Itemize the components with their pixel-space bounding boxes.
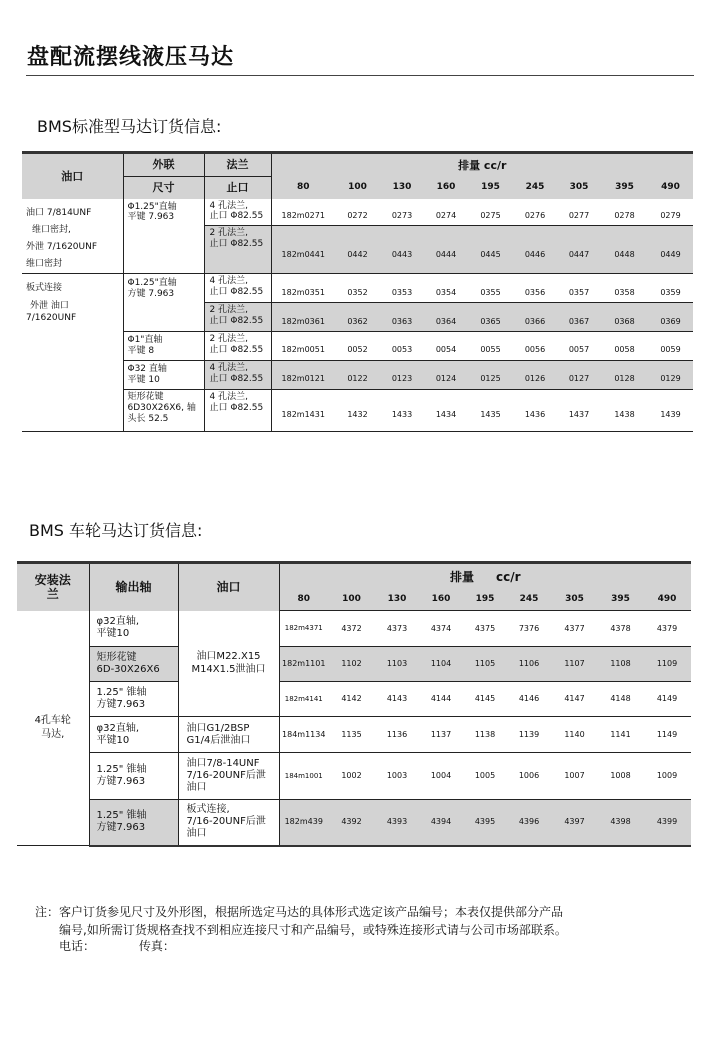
code-cell: 1135: [328, 717, 375, 753]
code-cell: 0129: [648, 361, 693, 390]
code-cell: 4395: [463, 800, 507, 846]
port-line: 7/16-20UNF后泄: [186, 816, 266, 828]
code-cell: 182m4141: [279, 682, 328, 717]
code-cell: 1104: [419, 647, 463, 682]
table-row: [22, 274, 693, 303]
disp-245: 245: [507, 590, 551, 611]
disp-305: 305: [551, 590, 598, 611]
flange-line: 止口 Φ82.55: [209, 344, 264, 355]
code-cell: 4394: [419, 800, 463, 846]
shaft-cell: [123, 361, 204, 390]
mount-cell: [17, 611, 89, 846]
code-cell: 0358: [601, 274, 648, 303]
shaft-line: 6D30X26X6, 轴: [127, 402, 196, 413]
code-cell: 1102: [328, 647, 375, 682]
code-cell: 182m0441: [271, 226, 335, 274]
code-cell: 1149: [643, 717, 691, 753]
code-cell: 0448: [601, 226, 648, 274]
disp-130: 130: [380, 177, 424, 199]
code-cell: 0367: [557, 303, 601, 332]
code-cell: 0446: [513, 226, 557, 274]
code-cell: 0128: [601, 361, 648, 390]
code-cell: 0277: [557, 199, 601, 226]
code-cell: 0445: [468, 226, 513, 274]
disp-245: 245: [513, 177, 557, 199]
shaft-line: Φ1.25"直轴: [127, 278, 177, 288]
code-cell: 4144: [419, 682, 463, 717]
code-cell: 1139: [507, 717, 551, 753]
port-line: 7/1620UNF: [26, 313, 77, 323]
code-cell: 0352: [335, 274, 380, 303]
shaft-line: Φ1"直轴: [127, 335, 163, 346]
table-row: [17, 647, 691, 682]
note-line-2: 编号,如所需订货规格查找不到相应连接尺寸和产品编号，或特殊连接形式请与公司市场部联系。: [59, 923, 567, 937]
port-line: 油口: [186, 828, 207, 840]
shaft-line: 平键 7.963: [127, 212, 175, 223]
code-cell: 0052: [335, 332, 380, 361]
code-cell: 0353: [380, 274, 424, 303]
code-cell: 0272: [335, 199, 380, 226]
disp-80: 80: [279, 590, 328, 611]
header-mount: [17, 563, 89, 611]
disp-160: 160: [419, 590, 463, 611]
flange-line: 止口 Φ82.55: [209, 373, 264, 384]
port-line: G1/4后泄油口: [186, 734, 251, 746]
shaft-line: 方键7.963: [96, 699, 146, 710]
code-cell: 0057: [557, 332, 601, 361]
code-cell: 0369: [648, 303, 693, 332]
code-cell: 4374: [419, 611, 463, 647]
flange-cell: [204, 274, 271, 303]
shaft-line: 方键7.963: [96, 822, 146, 834]
port-line: 油口: [186, 782, 207, 793]
code-cell: 4375: [463, 611, 507, 647]
code-cell: 182m0121: [271, 361, 335, 390]
shaft-line: 方键 7.963: [127, 288, 175, 299]
shaft-line: 6D-30X26X6: [96, 664, 160, 675]
disp-195: 195: [468, 177, 513, 199]
code-cell: 4142: [328, 682, 375, 717]
page-title: 盘配流摆线液压马达: [27, 45, 235, 70]
code-cell: 0364: [424, 303, 468, 332]
code-cell: 1109: [643, 647, 691, 682]
flange-cell: [204, 199, 271, 226]
port-line: 油口M22.X15: [196, 651, 261, 663]
code-cell: 0127: [557, 361, 601, 390]
code-cell: 4397: [551, 800, 598, 846]
port-line: 油口7/8-14UNF: [186, 758, 260, 769]
code-cell: 0058: [601, 332, 648, 361]
shaft-line: 矩形花键: [96, 652, 137, 663]
header-port: 油口: [22, 153, 123, 199]
port-line: 维口密封: [26, 258, 63, 269]
port-cell: [178, 800, 279, 846]
table-row: [22, 361, 693, 390]
code-cell: 182m1101: [279, 647, 328, 682]
port-line: 外泄 7/1620UNF: [26, 241, 98, 252]
flange-line: 2 孔法兰,: [209, 334, 248, 344]
header-shaft-size: 尺寸: [123, 177, 204, 199]
code-cell: 0363: [380, 303, 424, 332]
bms-standard-order-table: [22, 151, 693, 432]
code-cell: 0443: [380, 226, 424, 274]
shaft-line: 头长 52.5: [127, 413, 169, 424]
header-flange-spigot: 止口: [204, 177, 271, 199]
code-cell: 0362: [335, 303, 380, 332]
disp-490: 490: [643, 590, 691, 611]
shaft-cell: [89, 753, 178, 800]
code-cell: 1006: [507, 753, 551, 800]
table-row: [22, 390, 693, 432]
shaft-cell: [123, 199, 204, 274]
disp-100: 100: [335, 177, 380, 199]
disp-395: 395: [601, 177, 648, 199]
shaft-line: 平键10: [96, 628, 130, 640]
table-row: [22, 199, 693, 226]
disp-160: 160: [424, 177, 468, 199]
table-row: [17, 682, 691, 717]
code-cell: 0273: [380, 199, 424, 226]
port-cell: [178, 753, 279, 800]
shaft-cell: [123, 274, 204, 332]
code-cell: 0442: [335, 226, 380, 274]
code-cell: 1433: [380, 390, 424, 432]
shaft-line: 方键7.963: [96, 776, 146, 787]
code-cell: 4379: [643, 611, 691, 647]
title-divider: [26, 75, 694, 76]
code-cell: 0125: [468, 361, 513, 390]
code-cell: 1107: [551, 647, 598, 682]
code-cell: 0275: [468, 199, 513, 226]
bms-wheel-order-table: [17, 561, 691, 847]
code-cell: 4377: [551, 611, 598, 647]
header-shaft: 外联: [123, 153, 204, 177]
code-cell: 182m0351: [271, 274, 335, 303]
flange-line: 4 孔法兰,: [209, 200, 248, 211]
code-cell: 1004: [419, 753, 463, 800]
section1-title: BMS标准型马达订货信息:: [37, 117, 222, 136]
code-cell: 0355: [468, 274, 513, 303]
shaft-cell: [89, 611, 178, 647]
code-cell: 0359: [648, 274, 693, 303]
code-cell: 182m0271: [271, 199, 335, 226]
port-line: 7/16-20UNF后泄: [186, 770, 266, 781]
code-cell: 182m439: [279, 800, 328, 846]
port-cell: [178, 611, 279, 717]
flange-line: 止口 Φ82.55: [209, 238, 264, 249]
shaft-cell: [89, 647, 178, 682]
code-cell: 4378: [598, 611, 643, 647]
code-cell: 0124: [424, 361, 468, 390]
code-cell: 4392: [328, 800, 375, 846]
code-cell: 0357: [557, 274, 601, 303]
code-cell: 0055: [468, 332, 513, 361]
shaft-line: 1.25" 锥轴: [96, 810, 147, 822]
code-cell: 184m1001: [279, 753, 328, 800]
code-cell: 4148: [598, 682, 643, 717]
code-cell: 1103: [375, 647, 419, 682]
header-line: 安装法: [34, 572, 71, 587]
disp-label: 排量: [449, 569, 474, 584]
code-cell: 1007: [551, 753, 598, 800]
code-cell: 1003: [375, 753, 419, 800]
disp-305: 305: [557, 177, 601, 199]
code-cell: 1105: [463, 647, 507, 682]
code-cell: 1106: [507, 647, 551, 682]
code-cell: 0366: [513, 303, 557, 332]
port-cell: [22, 199, 123, 274]
code-cell: 0059: [648, 332, 693, 361]
port-line: M14X1.5泄油口: [191, 664, 266, 676]
code-cell: 182m1431: [271, 390, 335, 432]
code-cell: 1439: [648, 390, 693, 432]
flange-line: 2 孔法兰,: [209, 228, 248, 238]
disp-395: 395: [598, 590, 643, 611]
disp-80: 80: [271, 177, 335, 199]
code-cell: 4149: [643, 682, 691, 717]
disp-490: 490: [648, 177, 693, 199]
code-cell: 0354: [424, 274, 468, 303]
code-cell: 1141: [598, 717, 643, 753]
shaft-line: 矩形花键: [127, 392, 164, 402]
code-cell: 1140: [551, 717, 598, 753]
flange-cell: [204, 226, 271, 274]
code-cell: 0449: [648, 226, 693, 274]
code-cell: 1437: [557, 390, 601, 432]
header-flange: 法兰: [204, 153, 271, 177]
code-cell: 1136: [375, 717, 419, 753]
port-line: 维口密封,: [32, 224, 71, 235]
code-cell: 0122: [335, 361, 380, 390]
code-cell: 1002: [328, 753, 375, 800]
flange-line: 止口 Φ82.55: [209, 211, 264, 222]
code-cell: 4396: [507, 800, 551, 846]
code-cell: 1434: [424, 390, 468, 432]
code-cell: 0368: [601, 303, 648, 332]
mount-line: 4孔车轮: [34, 714, 71, 726]
code-cell: 182m4371: [279, 611, 328, 647]
code-cell: 0053: [380, 332, 424, 361]
code-cell: 4398: [598, 800, 643, 846]
code-cell: 4147: [551, 682, 598, 717]
flange-cell: [204, 390, 271, 432]
code-cell: 1438: [601, 390, 648, 432]
mount-line: 马达,: [41, 728, 65, 740]
code-cell: 4372: [328, 611, 375, 647]
disp-unit: cc/r: [496, 569, 521, 584]
code-cell: 182m0361: [271, 303, 335, 332]
code-cell: 1009: [643, 753, 691, 800]
contact-line: [59, 937, 175, 955]
shaft-line: 平键10: [96, 734, 130, 746]
port-line: 油口G1/2BSP: [186, 722, 250, 734]
shaft-line: 平键 8: [127, 346, 155, 356]
flange-line: 止口 Φ82.55: [209, 286, 264, 297]
table-row: [17, 753, 691, 800]
code-cell: 1435: [468, 390, 513, 432]
code-cell: 0054: [424, 332, 468, 361]
code-cell: 1432: [335, 390, 380, 432]
code-cell: 4393: [375, 800, 419, 846]
port-cell: [22, 274, 123, 432]
code-cell: 0126: [513, 361, 557, 390]
code-cell: 0274: [424, 199, 468, 226]
flange-cell: [204, 332, 271, 361]
fax-label: 传真：: [138, 939, 175, 953]
code-cell: 1108: [598, 647, 643, 682]
flange-line: 止口 Φ82.55: [209, 402, 264, 413]
flange-line: 4 孔法兰,: [209, 363, 248, 373]
shaft-cell: [123, 332, 204, 361]
flange-line: 4 孔法兰,: [209, 392, 248, 402]
table-row: [17, 800, 691, 846]
shaft-cell: [89, 717, 178, 753]
code-cell: 4145: [463, 682, 507, 717]
code-cell: 0276: [513, 199, 557, 226]
code-cell: 182m0051: [271, 332, 335, 361]
code-cell: 1436: [513, 390, 557, 432]
shaft-cell: [89, 682, 178, 717]
table-row: [17, 717, 691, 753]
flange-line: 2 孔法兰,: [209, 305, 248, 315]
flange-line: 止口 Φ82.55: [209, 315, 264, 326]
code-cell: 0444: [424, 226, 468, 274]
header-line: 兰: [46, 587, 59, 602]
flange-line: 4 孔法兰,: [209, 276, 248, 286]
code-cell: 0356: [513, 274, 557, 303]
flange-cell: [204, 361, 271, 390]
port-line: 油口 7/814UNF: [26, 207, 92, 218]
table-row: [22, 332, 693, 361]
code-cell: 4373: [375, 611, 419, 647]
code-cell: 0278: [601, 199, 648, 226]
code-cell: 0279: [648, 199, 693, 226]
code-cell: 1137: [419, 717, 463, 753]
code-cell: 1005: [463, 753, 507, 800]
note-line-1: 注：客户订货参见尺寸及外形图，根据所选定马达的具体形式选定该产品编号；本表仅提供部分产品: [35, 905, 564, 919]
code-cell: 4143: [375, 682, 419, 717]
header-displacement: 排量 cc/r: [271, 153, 693, 177]
port-line: 板式连接: [26, 283, 63, 293]
header-port: 油口: [178, 563, 279, 611]
code-cell: 4399: [643, 800, 691, 846]
code-cell: 0447: [557, 226, 601, 274]
header-shaft: 输出轴: [89, 563, 178, 611]
disp-195: 195: [463, 590, 507, 611]
code-cell: 0123: [380, 361, 424, 390]
code-cell: 7376: [507, 611, 551, 647]
section2-title: BMS 车轮马达订货信息:: [29, 521, 203, 540]
shaft-line: 1.25" 锥轴: [96, 687, 147, 698]
code-cell: 1138: [463, 717, 507, 753]
shaft-line: φ32直轴,: [96, 722, 139, 734]
shaft-line: 平键 10: [127, 375, 160, 385]
shaft-line: 1.25" 锥轴: [96, 764, 147, 775]
code-cell: 0365: [468, 303, 513, 332]
code-cell: 4146: [507, 682, 551, 717]
disp-130: 130: [375, 590, 419, 611]
code-cell: 0056: [513, 332, 557, 361]
code-cell: 1008: [598, 753, 643, 800]
shaft-line: Φ1.25"直轴: [127, 201, 177, 212]
port-cell: [178, 717, 279, 753]
flange-cell: [204, 303, 271, 332]
port-line: 板式连接,: [186, 804, 230, 816]
shaft-cell: [89, 800, 178, 846]
phone-label: 电话：: [59, 939, 96, 953]
shaft-cell: [123, 390, 204, 432]
header-displacement: [279, 563, 691, 590]
code-cell: 184m1134: [279, 717, 328, 753]
disp-100: 100: [328, 590, 375, 611]
shaft-line: φ32直轴,: [96, 616, 139, 628]
shaft-line: Φ32 直轴: [127, 364, 167, 375]
table-row: [17, 611, 691, 647]
port-line: 外泄 油口: [30, 301, 69, 311]
